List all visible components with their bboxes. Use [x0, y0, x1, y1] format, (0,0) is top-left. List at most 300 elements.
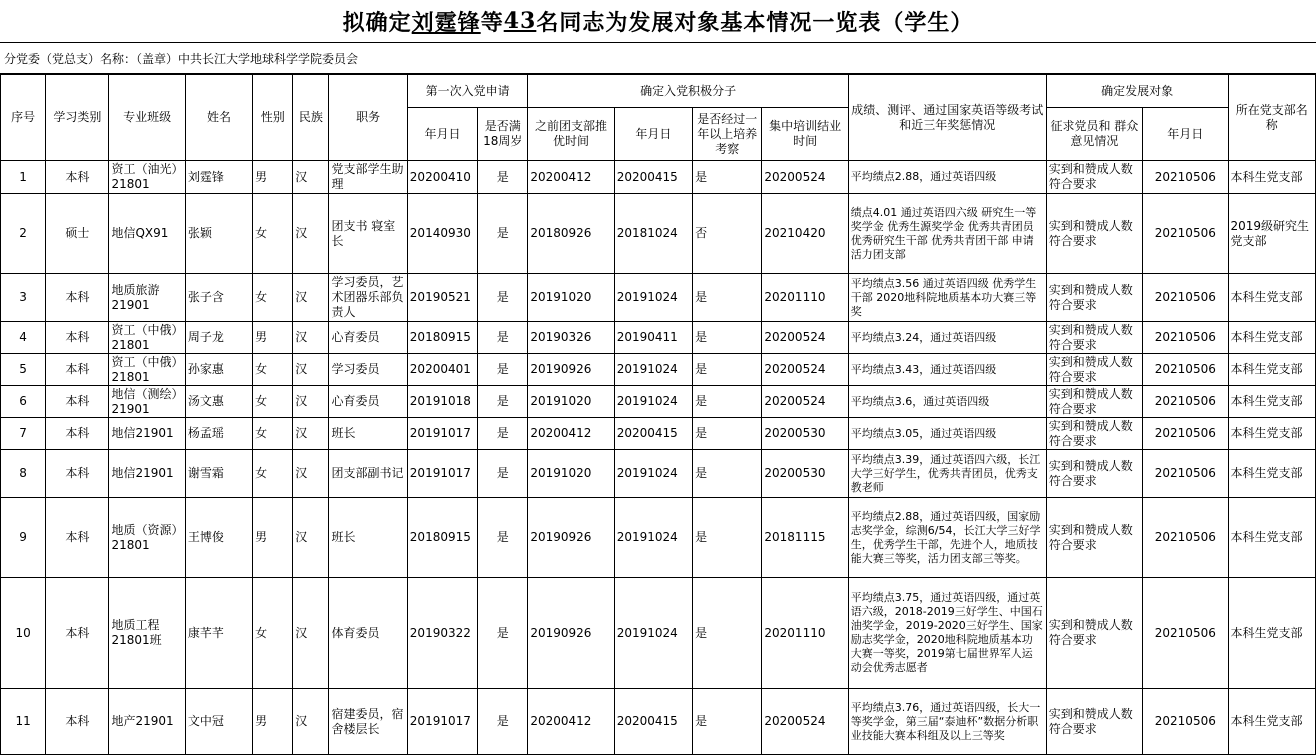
grades-cell-text: 平均绩点3.05，通过英语四级 — [850, 426, 997, 440]
study-type-cell — [46, 498, 109, 578]
first-app-date-cell-text: 20191017 — [409, 466, 471, 480]
training-cell-text: 20201110 — [764, 625, 826, 640]
grades-cell — [848, 194, 1046, 274]
study-type-cell-text: 本科 — [65, 290, 90, 304]
dev-date-cell-text: 20210506 — [1154, 625, 1216, 640]
first-app-age-cell-text: 是 — [496, 169, 509, 184]
over-year-cell — [693, 161, 762, 194]
major-cell — [109, 354, 185, 386]
dev-date-cell-text: 20210506 — [1154, 394, 1216, 408]
grades-cell-text: 平均绩点3.43，通过英语四级 — [850, 362, 997, 376]
activist-date-cell-text: 20191024 — [616, 290, 678, 304]
activist-date-cell-text: 20191024 — [616, 625, 678, 640]
league-recommend-cell-text: 20191020 — [530, 394, 592, 408]
league-recommend-cell-text: 20190926 — [530, 530, 592, 544]
first-app-age-cell — [478, 498, 528, 578]
header-study-type: 学习类别 — [46, 75, 109, 161]
training-cell — [762, 194, 848, 274]
first-app-age-cell-text: 是 — [496, 530, 509, 544]
branch-cell-text: 本科生党支部 — [1230, 625, 1303, 640]
major-cell-text: 地产21901 — [111, 714, 174, 728]
ethnicity-cell-text: 汉 — [295, 466, 308, 480]
first-app-date-cell-text: 20140930 — [409, 226, 471, 240]
name-cell — [185, 578, 252, 689]
study-type-cell — [46, 386, 109, 418]
table-row — [1, 418, 1316, 450]
ethnicity-cell-text: 汉 — [295, 714, 308, 728]
first-app-date-cell-text: 20200401 — [409, 362, 471, 376]
opinion-cell — [1046, 498, 1142, 578]
ethnicity-cell — [293, 194, 329, 274]
major-cell-text: 地质（资源）21801 — [111, 522, 178, 552]
training-cell-text: 20210420 — [764, 226, 826, 240]
ethnicity-cell-text: 汉 — [295, 530, 308, 544]
branch-cell-text: 本科生党支部 — [1230, 530, 1303, 544]
position-cell — [329, 498, 407, 578]
study-type-cell — [46, 322, 109, 354]
gender-cell-text: 男 — [255, 530, 268, 544]
activist-date-cell — [614, 322, 692, 354]
league-recommend-cell — [528, 418, 614, 450]
dev-date-cell — [1143, 322, 1228, 354]
over-year-cell-text: 是 — [695, 466, 708, 480]
ethnicity-cell — [293, 450, 329, 498]
seq-cell — [1, 498, 46, 578]
first-app-age-cell — [478, 578, 528, 689]
opinion-cell-text: 实到和赞成人数符合要求 — [1048, 419, 1133, 448]
ethnicity-cell — [293, 578, 329, 689]
ethnicity-cell — [293, 386, 329, 418]
grades-cell — [848, 354, 1046, 386]
ethnicity-cell-text: 汉 — [295, 426, 308, 440]
dev-date-cell — [1143, 578, 1228, 689]
position-cell — [329, 322, 407, 354]
opinion-cell — [1046, 450, 1142, 498]
seq-cell-text: 10 — [15, 625, 31, 640]
league-recommend-cell — [528, 386, 614, 418]
first-app-date-cell-text: 20190521 — [409, 290, 471, 304]
branch-cell — [1228, 161, 1316, 194]
training-cell-text: 20200524 — [764, 330, 826, 344]
gender-cell-text: 女 — [255, 362, 268, 376]
name-cell-text: 文中冠 — [187, 714, 224, 728]
dev-date-cell-text: 20210506 — [1154, 226, 1216, 240]
activist-date-cell-text: 20200415 — [616, 714, 678, 728]
dev-date-cell — [1143, 418, 1228, 450]
table-row — [1, 354, 1316, 386]
header-ethnicity: 民族 — [293, 75, 329, 161]
grades-cell — [848, 161, 1046, 194]
study-type-cell — [46, 161, 109, 194]
major-cell — [109, 418, 185, 450]
seq-cell — [1, 354, 46, 386]
activist-date-cell — [614, 194, 692, 274]
table-body — [1, 161, 1316, 755]
first-app-age-cell — [478, 418, 528, 450]
major-cell-text: 资工（中俄）21801 — [111, 323, 178, 352]
name-cell-text: 张子含 — [187, 290, 224, 304]
opinion-cell-text: 实到和赞成人数符合要求 — [1048, 706, 1133, 736]
gender-cell — [253, 450, 293, 498]
position-cell-text: 班长 — [331, 426, 356, 440]
study-type-cell-text: 本科 — [65, 169, 90, 184]
header-grades: 成绩、测评、通过国家英语等级考试和近三年奖惩情况 — [848, 75, 1046, 161]
title-count: 43 — [503, 8, 537, 34]
first-app-date-cell-text: 20190322 — [409, 625, 471, 640]
grades-cell-text: 平均绩点3.39，通过英语四六级，长江大学三好学生，优秀共青团员，优秀支教老师 — [850, 452, 1041, 494]
seq-cell — [1, 386, 46, 418]
league-recommend-cell — [528, 689, 614, 755]
name-cell — [185, 498, 252, 578]
over-year-cell — [693, 194, 762, 274]
major-cell-text: 地信（测绘）21901 — [111, 387, 178, 416]
opinion-cell-text: 实到和赞成人数符合要求 — [1048, 522, 1133, 552]
first-app-age-cell — [478, 450, 528, 498]
activist-date-cell — [614, 578, 692, 689]
training-cell-text: 20201110 — [764, 290, 826, 304]
opinion-cell-text: 实到和赞成人数符合要求 — [1048, 323, 1133, 352]
activist-date-cell-text: 20200415 — [616, 426, 678, 440]
header-seq: 序号 — [1, 75, 46, 161]
header-position: 职务 — [329, 75, 407, 161]
league-recommend-cell — [528, 354, 614, 386]
major-cell — [109, 194, 185, 274]
major-cell — [109, 386, 185, 418]
league-recommend-cell — [528, 274, 614, 322]
gender-cell — [253, 354, 293, 386]
league-recommend-cell — [528, 498, 614, 578]
study-type-cell-text: 硕士 — [65, 226, 90, 240]
training-cell-text: 20200524 — [764, 714, 826, 728]
first-app-date-cell-text: 20180915 — [409, 330, 471, 344]
ethnicity-cell-text: 汉 — [295, 625, 308, 640]
header-league-recommend: 之前团支部推优时间 — [528, 108, 614, 161]
over-year-cell-text: 是 — [695, 362, 708, 376]
training-cell — [762, 274, 848, 322]
league-recommend-cell-text: 20190926 — [530, 362, 592, 376]
first-app-date-cell — [407, 354, 477, 386]
training-cell-text: 20200524 — [764, 362, 826, 376]
first-app-age-cell-text: 是 — [496, 394, 509, 408]
grades-cell — [848, 689, 1046, 755]
first-app-age-cell-text: 是 — [496, 714, 509, 728]
position-cell-text: 学习委员 — [331, 362, 380, 376]
branch-cell — [1228, 354, 1316, 386]
grades-cell-text: 平均绩点2.88，通过英语四级 — [850, 170, 997, 183]
study-type-cell-text: 本科 — [65, 394, 90, 408]
activist-date-cell — [614, 161, 692, 194]
dev-date-cell — [1143, 450, 1228, 498]
training-cell-text: 20200524 — [764, 169, 826, 184]
ethnicity-cell-text: 汉 — [295, 330, 308, 344]
dev-date-cell-text: 20210506 — [1154, 330, 1216, 344]
header-activist-date: 年月日 — [614, 108, 692, 161]
grades-cell — [848, 274, 1046, 322]
name-cell — [185, 322, 252, 354]
study-type-cell-text: 本科 — [65, 714, 90, 728]
name-cell-text: 杨孟瑶 — [187, 426, 224, 440]
gender-cell-text: 女 — [255, 625, 268, 640]
first-app-age-cell-text: 是 — [496, 290, 509, 304]
first-app-age-cell-text: 是 — [496, 426, 509, 440]
header-first-app-date: 年月日 — [407, 108, 477, 161]
opinion-cell — [1046, 689, 1142, 755]
document-title — [0, 0, 1316, 43]
position-cell-text: 体育委员 — [331, 625, 380, 640]
ethnicity-cell-text: 汉 — [295, 290, 308, 304]
first-app-date-cell-text: 20180915 — [409, 530, 471, 544]
header-name: 姓名 — [185, 75, 252, 161]
branch-cell-text: 本科生党支部 — [1230, 362, 1303, 376]
branch-cell-text: 2019级研究生党支部 — [1230, 218, 1310, 248]
name-cell-text: 张颖 — [187, 226, 212, 240]
branch-cell-text: 本科生党支部 — [1230, 466, 1303, 480]
seq-cell — [1, 322, 46, 354]
grades-cell — [848, 578, 1046, 689]
table-row — [1, 386, 1316, 418]
gender-cell — [253, 418, 293, 450]
first-app-date-cell — [407, 578, 477, 689]
activist-date-cell — [614, 689, 692, 755]
study-type-cell — [46, 418, 109, 450]
name-cell-text: 刘霆锋 — [187, 169, 224, 184]
training-cell — [762, 386, 848, 418]
dev-date-cell — [1143, 274, 1228, 322]
grades-cell — [848, 450, 1046, 498]
first-app-age-cell — [478, 386, 528, 418]
title-prefix: 拟确定 — [342, 9, 412, 36]
ethnicity-cell — [293, 418, 329, 450]
training-cell — [762, 322, 848, 354]
study-type-cell — [46, 689, 109, 755]
activist-date-cell — [614, 386, 692, 418]
title-middle: 等 — [480, 9, 504, 36]
opinion-cell-text: 实到和赞成人数符合要求 — [1048, 282, 1133, 312]
league-recommend-cell — [528, 194, 614, 274]
header-opinion: 征求党员和 群众意见情况 — [1046, 108, 1142, 161]
training-cell — [762, 498, 848, 578]
over-year-cell-text: 是 — [695, 169, 708, 184]
seq-cell — [1, 194, 46, 274]
first-app-date-cell — [407, 450, 477, 498]
seq-cell — [1, 274, 46, 322]
opinion-cell — [1046, 322, 1142, 354]
opinion-cell-text: 实到和赞成人数符合要求 — [1048, 458, 1133, 488]
position-cell-text: 心育委员 — [331, 330, 380, 344]
branch-cell-text: 本科生党支部 — [1230, 169, 1303, 184]
organization-line: 分党委（党总支）名称：（盖章）中共长江大学地球科学学院委员会 — [0, 43, 1316, 74]
over-year-cell-text: 是 — [695, 330, 708, 344]
seq-cell-text: 3 — [19, 290, 27, 304]
training-cell — [762, 354, 848, 386]
header-dev-date: 年月日 — [1143, 108, 1228, 161]
ethnicity-cell — [293, 161, 329, 194]
first-app-date-cell-text: 20191017 — [409, 714, 471, 728]
first-app-age-cell — [478, 274, 528, 322]
first-app-date-cell — [407, 194, 477, 274]
branch-cell-text: 本科生党支部 — [1230, 394, 1303, 408]
header-branch: 所在党支部名称 — [1228, 75, 1316, 161]
opinion-cell — [1046, 386, 1142, 418]
opinion-cell — [1046, 578, 1142, 689]
dev-date-cell-text: 20210506 — [1154, 169, 1216, 184]
position-cell — [329, 161, 407, 194]
gender-cell-text: 男 — [255, 714, 268, 728]
header-over-year: 是否经过一年以上培养考察 — [693, 108, 762, 161]
branch-cell — [1228, 274, 1316, 322]
first-app-date-cell — [407, 689, 477, 755]
dev-date-cell-text: 20210506 — [1154, 362, 1216, 376]
dev-date-cell — [1143, 354, 1228, 386]
ethnicity-cell — [293, 322, 329, 354]
major-cell — [109, 450, 185, 498]
major-cell-text: 地信21901 — [111, 426, 174, 440]
first-app-date-cell — [407, 418, 477, 450]
study-type-cell-text: 本科 — [65, 530, 90, 544]
over-year-cell-text: 是 — [695, 394, 708, 408]
over-year-cell — [693, 689, 762, 755]
ethnicity-cell-text: 汉 — [295, 394, 308, 408]
gender-cell-text: 男 — [255, 330, 268, 344]
activist-date-cell — [614, 274, 692, 322]
league-recommend-cell-text: 20200412 — [530, 714, 592, 728]
position-cell — [329, 354, 407, 386]
header-major: 专业班级 — [109, 75, 185, 161]
dev-date-cell — [1143, 386, 1228, 418]
table-row — [1, 194, 1316, 274]
title-person-name: 刘霆锋 — [411, 9, 481, 36]
over-year-cell — [693, 418, 762, 450]
branch-cell — [1228, 194, 1316, 274]
name-cell-text: 汤文惠 — [187, 394, 224, 408]
over-year-cell — [693, 578, 762, 689]
study-type-cell-text: 本科 — [65, 362, 90, 376]
seq-cell — [1, 578, 46, 689]
major-cell-text: 资工（油光）21801 — [111, 162, 178, 191]
position-cell — [329, 274, 407, 322]
first-app-age-cell-text: 是 — [496, 330, 509, 344]
ethnicity-cell-text: 汉 — [295, 169, 308, 184]
name-cell — [185, 450, 252, 498]
first-app-age-cell-text: 是 — [496, 362, 509, 376]
name-cell — [185, 161, 252, 194]
over-year-cell — [693, 354, 762, 386]
opinion-cell-text: 实到和赞成人数符合要求 — [1048, 218, 1133, 248]
dev-date-cell — [1143, 194, 1228, 274]
opinion-cell-text: 实到和赞成人数符合要求 — [1048, 387, 1133, 416]
gender-cell — [253, 274, 293, 322]
seq-cell — [1, 689, 46, 755]
grades-cell-text: 平均绩点3.24，通过英语四级 — [850, 330, 997, 344]
over-year-cell — [693, 498, 762, 578]
gender-cell — [253, 578, 293, 689]
dev-date-cell — [1143, 161, 1228, 194]
position-cell-text: 班长 — [331, 530, 356, 544]
position-cell — [329, 386, 407, 418]
seq-cell-text: 2 — [19, 226, 27, 240]
header-gender: 性别 — [253, 75, 293, 161]
first-app-date-cell — [407, 386, 477, 418]
ethnicity-cell-text: 汉 — [295, 362, 308, 376]
over-year-cell-text: 是 — [695, 290, 708, 304]
training-cell-text: 20200524 — [764, 394, 826, 408]
major-cell — [109, 274, 185, 322]
gender-cell-text: 男 — [255, 169, 268, 184]
gender-cell — [253, 322, 293, 354]
branch-cell-text: 本科生党支部 — [1230, 330, 1303, 344]
major-cell — [109, 322, 185, 354]
activist-date-cell — [614, 418, 692, 450]
name-cell — [185, 274, 252, 322]
seq-cell — [1, 450, 46, 498]
table-row — [1, 689, 1316, 755]
activist-date-cell — [614, 354, 692, 386]
position-cell-text: 心育委员 — [331, 394, 380, 408]
seq-cell-text: 11 — [15, 714, 31, 728]
opinion-cell — [1046, 161, 1142, 194]
position-cell-text: 党支部学生助理 — [331, 162, 404, 191]
candidate-table — [0, 74, 1316, 755]
activist-date-cell-text: 20181024 — [616, 226, 678, 240]
ethnicity-cell — [293, 689, 329, 755]
ethnicity-cell — [293, 274, 329, 322]
over-year-cell-text: 是 — [695, 714, 708, 728]
position-cell — [329, 689, 407, 755]
league-recommend-cell-text: 20191020 — [530, 466, 592, 480]
league-recommend-cell — [528, 450, 614, 498]
activist-date-cell — [614, 450, 692, 498]
major-cell — [109, 689, 185, 755]
over-year-cell — [693, 450, 762, 498]
league-recommend-cell — [528, 161, 614, 194]
name-cell-text: 孙家惠 — [187, 362, 224, 376]
training-cell — [762, 418, 848, 450]
name-cell — [185, 386, 252, 418]
seq-cell-text: 1 — [19, 169, 27, 184]
gender-cell — [253, 386, 293, 418]
gender-cell-text: 女 — [255, 290, 268, 304]
dev-date-cell — [1143, 498, 1228, 578]
grades-cell — [848, 322, 1046, 354]
over-year-cell — [693, 274, 762, 322]
league-recommend-cell-text: 20191020 — [530, 290, 592, 304]
gender-cell — [253, 498, 293, 578]
major-cell-text: 地信QX91 — [111, 226, 169, 240]
branch-cell — [1228, 498, 1316, 578]
over-year-cell-text: 是 — [695, 625, 708, 640]
table-row — [1, 274, 1316, 322]
activist-date-cell-text: 20191024 — [616, 362, 678, 376]
first-app-date-cell — [407, 498, 477, 578]
training-cell — [762, 161, 848, 194]
gender-cell-text: 女 — [255, 394, 268, 408]
grades-cell-text: 平均绩点2.88，通过英语四级，国家励志奖学金，综测6/54，长江大学三好学生，优秀学生干部，先进个人，地质技能大赛三等奖，活力团支部三等奖。 — [850, 509, 1041, 565]
over-year-cell — [693, 386, 762, 418]
activist-date-cell-text: 20200415 — [616, 169, 678, 184]
training-cell — [762, 450, 848, 498]
major-cell-text: 地质旅游21901 — [111, 282, 160, 312]
seq-cell-text: 7 — [19, 426, 27, 440]
position-cell-text: 宿建委员，宿舍楼层长 — [331, 706, 404, 736]
first-app-age-cell — [478, 161, 528, 194]
training-cell-text: 20200530 — [764, 426, 826, 440]
major-cell-text: 资工（中俄）21801 — [111, 355, 178, 384]
opinion-cell-text: 实到和赞成人数符合要求 — [1048, 162, 1133, 191]
name-cell — [185, 354, 252, 386]
study-type-cell-text: 本科 — [65, 466, 90, 480]
study-type-cell — [46, 274, 109, 322]
ethnicity-cell — [293, 498, 329, 578]
